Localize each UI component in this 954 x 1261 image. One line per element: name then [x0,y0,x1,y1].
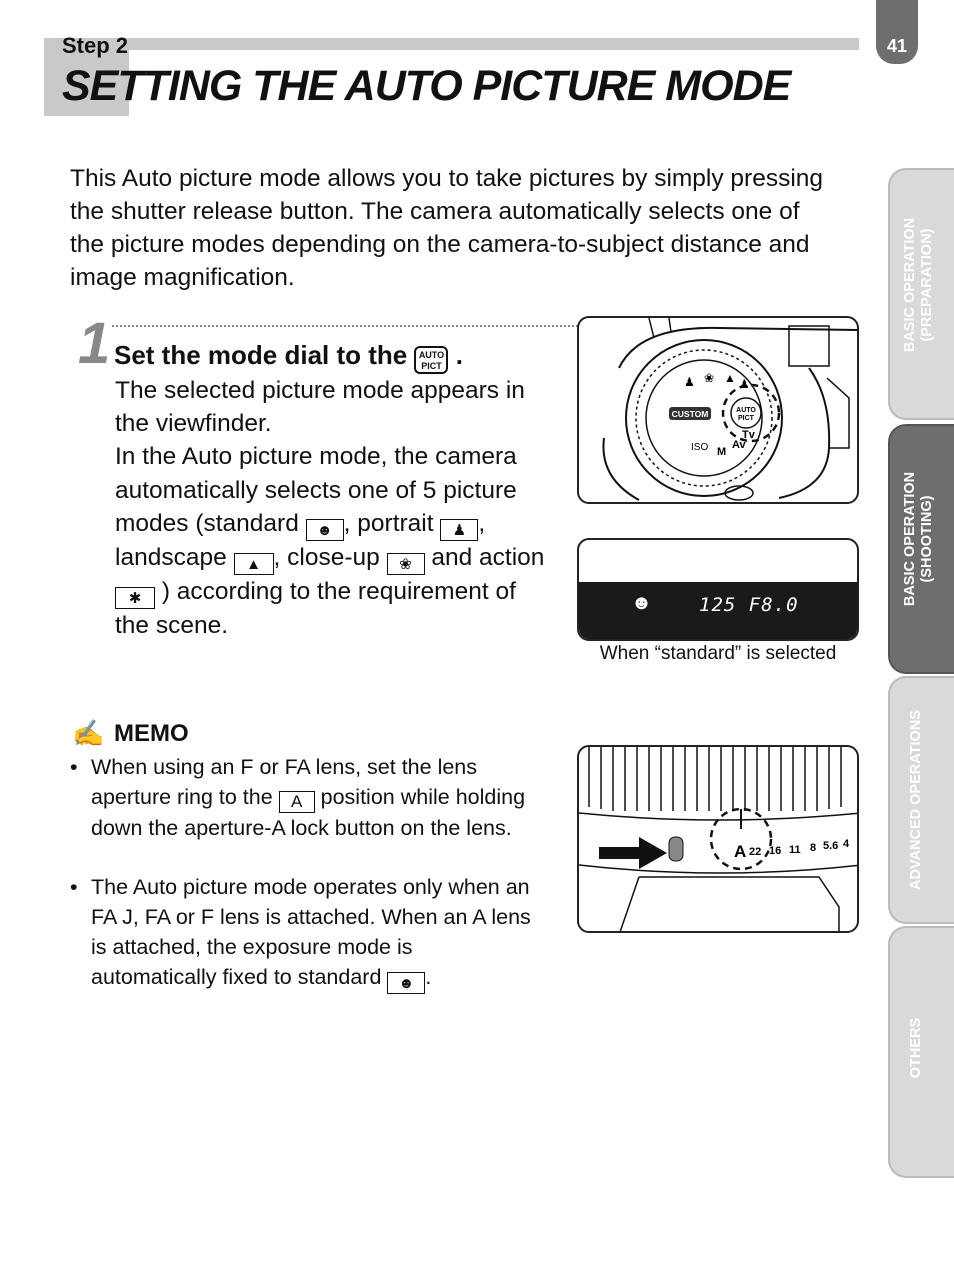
aperture-label-11: 11 [789,844,801,856]
aperture-label-8: 8 [810,842,817,854]
step-body [115,374,545,642]
side-tab-line1: BASIC OPERATION [902,471,918,607]
step-heading-text: Set the mode dial to the [114,340,408,370]
side-tab-basic-shooting[interactable] [888,424,954,674]
mode-dial-illustration [579,318,859,504]
memo-item-1-text-b: position while holding down the aperture-A lock button on the lens. [91,785,526,840]
page-title: SETTING THE AUTO PICTURE MODE [62,62,791,110]
svg-text:▲: ▲ [724,371,736,385]
dial-label-tv: Tv [742,429,755,441]
step-text-b: , portrait [343,509,434,537]
step-text-c: , landscape [115,509,486,571]
action-mode-icon: ✱ [115,587,155,609]
lens-aperture-figure [577,745,859,933]
step-body-line1: The selected picture mode appears in the viewfinder. [115,377,525,438]
side-tab-label [902,444,936,634]
side-tab-line1: OTHERS [908,1017,924,1079]
aperture-label-a: A [734,842,747,861]
step-header-bar [129,38,859,50]
aperture-label-16: 16 [769,845,782,857]
intro-paragraph: This Auto picture mode allows you to take pictures by simply pressing the shutter release button. The camera automatically selects one of the picture modes depending on the camera-to-subject distance and image magnification. [70,165,824,291]
step-text-a: In the Auto picture mode, the camera automatically selects one of 5 picture modes (standard [115,443,517,537]
viewfinder-caption: When “standard” is selected [599,643,837,664]
dial-label-auto: AUTO [736,407,756,414]
memo-item-1 [70,752,540,843]
side-tab-advanced[interactable] [888,676,954,924]
side-tab-label [908,690,925,910]
close-up-mode-icon: ❀ [387,553,425,575]
step-text-e: and action [431,543,545,571]
svg-text:❀: ❀ [704,371,715,385]
step-number: 1 [78,311,111,376]
viewfinder-figure [577,538,859,641]
aperture-label-4: 4 [843,838,850,850]
standard-mode-icon: ☻ [387,972,425,994]
dial-label-iso: ISO [691,442,709,453]
memo-item-2 [70,872,540,994]
auto-pict-icon-bottom: PICT [421,361,442,371]
side-tab-others[interactable] [888,926,954,1178]
step-body-line2 [115,440,545,642]
aperture-a-box: A [279,791,315,813]
side-tab-line2: (PREPARATION) [919,228,935,342]
aperture-label-5-6: 5.6 [823,840,839,852]
svg-text:♟: ♟ [739,377,750,391]
dial-label-pict: PICT [738,415,754,422]
memo-pencil-icon: ✍ [72,718,105,748]
auto-pict-icon [414,346,448,374]
side-tab-label [902,190,936,380]
page-number: 41 [886,36,908,56]
memo-item-2-text-a: The Auto picture mode operates only when an FA J, FA or F lens is attached. When an A lens is attached, the exposure mode is automatically fixed to standard [91,875,531,989]
step-heading-period: . [455,340,463,370]
standard-mode-icon: ☻ [306,519,344,541]
step-text-d: , close-up [273,543,380,571]
dial-label-custom: CUSTOM [671,409,709,419]
svg-text:♟: ♟ [684,375,695,389]
step-heading [114,340,463,374]
dial-label-m: M [717,446,727,458]
side-tab-line1: BASIC OPERATION [902,217,918,353]
mode-dial-figure [577,316,859,504]
aperture-label-22: 22 [749,846,762,858]
memo-item-1-text-a: When using an F or FA lens, set the lens aperture ring to the [91,755,478,809]
standard-mode-icon: ☻ [631,592,653,614]
viewfinder-readout: 125 F8.0 [699,594,799,616]
step-divider [112,325,578,327]
dial-label-av: Av [732,439,746,451]
step-label: Step 2 [62,33,129,58]
memo-item-2-text-b: . [425,965,432,989]
step-text-f: ) according to the requirement of the scene. [115,577,516,639]
memo-title: MEMO [114,720,189,747]
portrait-mode-icon: ♟ [440,519,478,541]
side-tab-line1: ADVANCED OPERATIONS [908,710,924,890]
auto-pict-icon-top: AUTO [418,350,445,360]
landscape-mode-icon: ▲ [234,553,274,575]
side-tab-line2: (SHOOTING) [919,495,935,583]
lens-illustration [579,747,859,933]
side-tab-label [908,1008,925,1088]
side-tab-basic-preparation[interactable] [888,168,954,420]
